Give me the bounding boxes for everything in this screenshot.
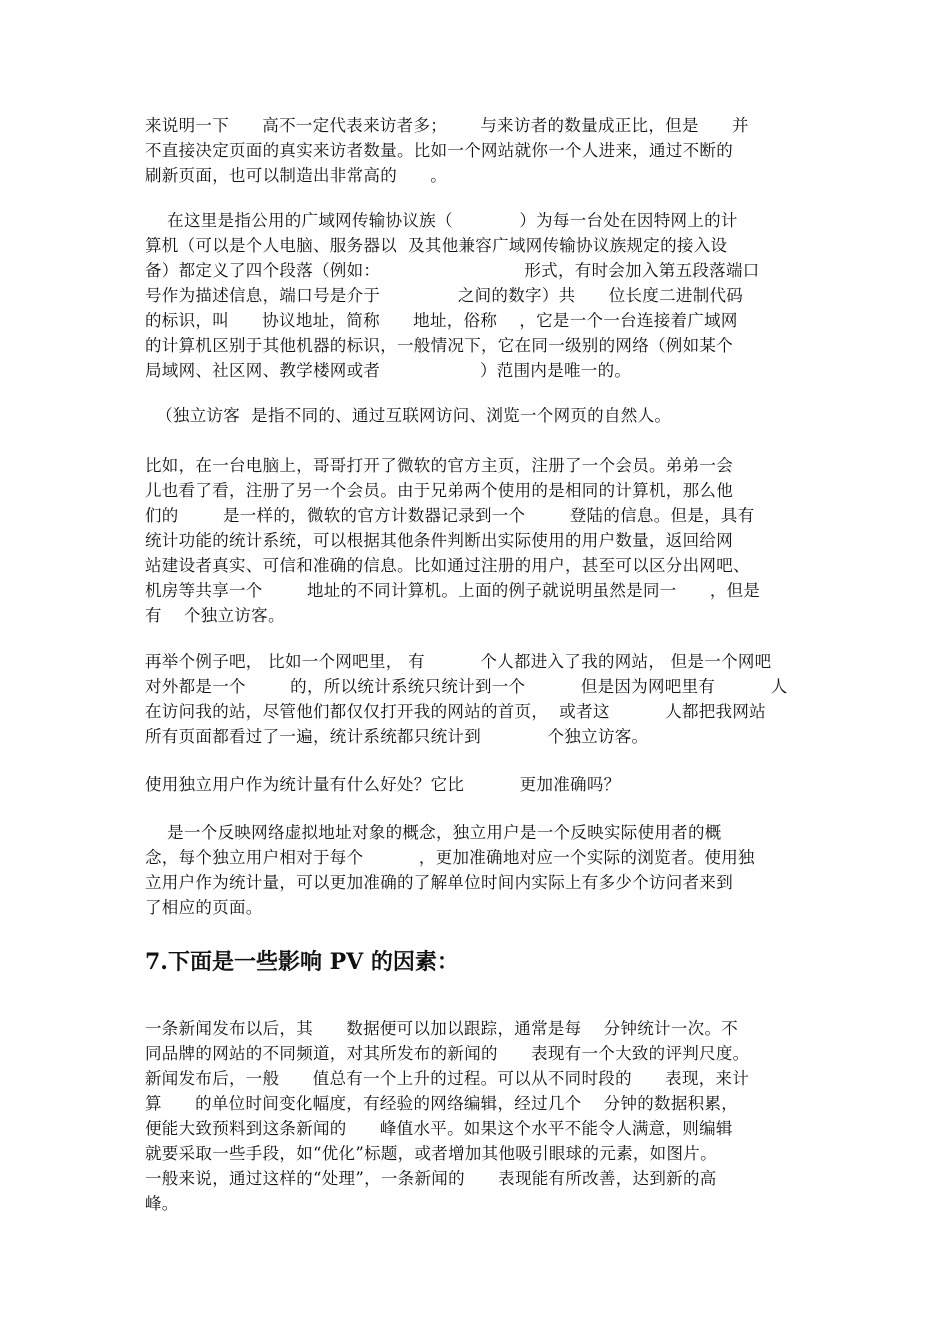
text-line: 号作为描述信息，端口号是介于 之间的数字）共 位长度二进制代码: [145, 286, 744, 305]
text-line: 了相应的页面。: [145, 898, 263, 917]
text-line: （独立访客 是指不同的、通过互联网访问、浏览一个网页的自然人。: [145, 406, 672, 425]
text-line: 一般来说，通过这样的“处理”，一条新闻的 表现能有所改善，达到新的高: [145, 1169, 717, 1188]
text-line: 站建设者真实、可信和准确的信息。比如通过注册的用户，甚至可以区分出网吧、: [145, 556, 750, 575]
text-line: 的计算机区别于其他机器的标识，一般情况下，它在同一级别的网络（例如某个: [145, 336, 733, 355]
text-line: 有 个独立访客。: [145, 606, 285, 625]
text-line: 峰。: [145, 1194, 179, 1213]
text-line: 来说明一下 高不一定代表来访者多； 与来访者的数量成正比，但是 并: [145, 116, 749, 135]
text-line: 们的 是一样的，微软的官方计数器记录到一个 登陆的信息。但是，具有: [145, 506, 755, 525]
text-line: 立用户作为统计量，可以更加准确的了解单位时间内实际上有多少个访问者来到: [145, 873, 733, 892]
text-line: 刷新页面，也可以制造出非常高的 。: [145, 166, 448, 185]
text-line: 统计功能的统计系统，可以根据其他条件判断出实际使用的用户数量，返回给网: [145, 531, 733, 550]
text-line: 再举个例子吧， 比如一个网吧里， 有 个人都进入了我的网站， 但是一个网吧: [145, 652, 772, 671]
text-line: 在访问我的站，尽管他们都仅仅打开我的网站的首页， 或者这 人都把我网站: [145, 702, 766, 721]
text-line: 就要采取一些手段，如“优化”标题，或者增加其他吸引眼球的元素，如图片。: [145, 1144, 717, 1163]
text-line: 局域网、社区网、教学楼网或者 ）范围内是唯一的。: [145, 361, 632, 380]
text-line: 新闻发布后，一般 值总有一个上升的过程。可以从不同时段的 表现，来计: [145, 1069, 750, 1088]
paragraph-uv-question: [145, 772, 810, 797]
section-heading: 7.下面是一些影响 PV 的因素：: [145, 949, 459, 975]
text-line: 念，每个独立用户相对于每个 ，更加准确地对应一个实际的浏览者。使用独: [145, 848, 755, 867]
paragraph-uv-example-netcafe: [145, 649, 810, 749]
text-line: 比如，在一台电脑上，哥哥打开了微软的官方主页，注册了一个会员。弟弟一会: [145, 456, 733, 475]
text-line: 备）都定义了四个段落（例如： 形式，有时会加入第五段落端口: [145, 261, 760, 280]
text-line: 算机（可以是个人电脑、服务器以 及其他兼容广域网传输协议族规定的接入设: [145, 236, 728, 255]
text-line: 算 的单位时间变化幅度，有经验的网络编辑，经过几个 分钟的数据积累，: [145, 1094, 739, 1113]
paragraph-uv-advantage: [145, 820, 810, 920]
paragraph-ip-definition: [145, 208, 810, 383]
paragraph-uv-definition: [145, 403, 810, 428]
text-line: 不直接决定页面的真实来访者数量。比如一个网站就你一个人进来，通过不断的: [145, 141, 733, 160]
text-line: 在这里是指公用的广域网传输协议族（ ）为每一台处在因特网上的计: [145, 211, 738, 230]
paragraph-pv-explanation: [145, 113, 810, 188]
text-line: 一条新闻发布以后，其 数据便可以加以跟踪，通常是每 分钟统计一次。不: [145, 1019, 739, 1038]
text-line: 同品牌的网站的不同频道，对其所发布的新闻的 表现有一个大致的评判尺度。: [145, 1044, 750, 1063]
text-line: 儿也看了看，注册了另一个会员。由于兄弟两个使用的是相同的计算机，那么他: [145, 481, 733, 500]
paragraph-pv-factors: [145, 1016, 810, 1216]
text-line: 是一个反映网络虚拟地址对象的概念，独立用户是一个反映实际使用者的概: [145, 823, 722, 842]
text-line: 便能大致预料到这条新闻的 峰值水平。如果这个水平不能令人满意，则编辑: [145, 1119, 733, 1138]
text-line: 对外都是一个 的，所以统计系统只统计到一个 但是因为网吧里有 人: [145, 677, 788, 696]
paragraph-uv-example-brothers: [145, 453, 810, 628]
text-line: 所有页面都看过了一遍，统计系统都只统计到 个独立访客。: [145, 727, 649, 746]
text-line: 使用独立用户作为统计量有什么好处？它比 更加准确吗？: [145, 775, 621, 794]
text-line: 的标识，叫 协议地址，简称 地址，俗称 ，它是一个一台连接着广域网: [145, 311, 738, 330]
text-line: 机房等共享一个 地址的不同计算机。上面的例子就说明虽然是同一 ，但是: [145, 581, 761, 600]
